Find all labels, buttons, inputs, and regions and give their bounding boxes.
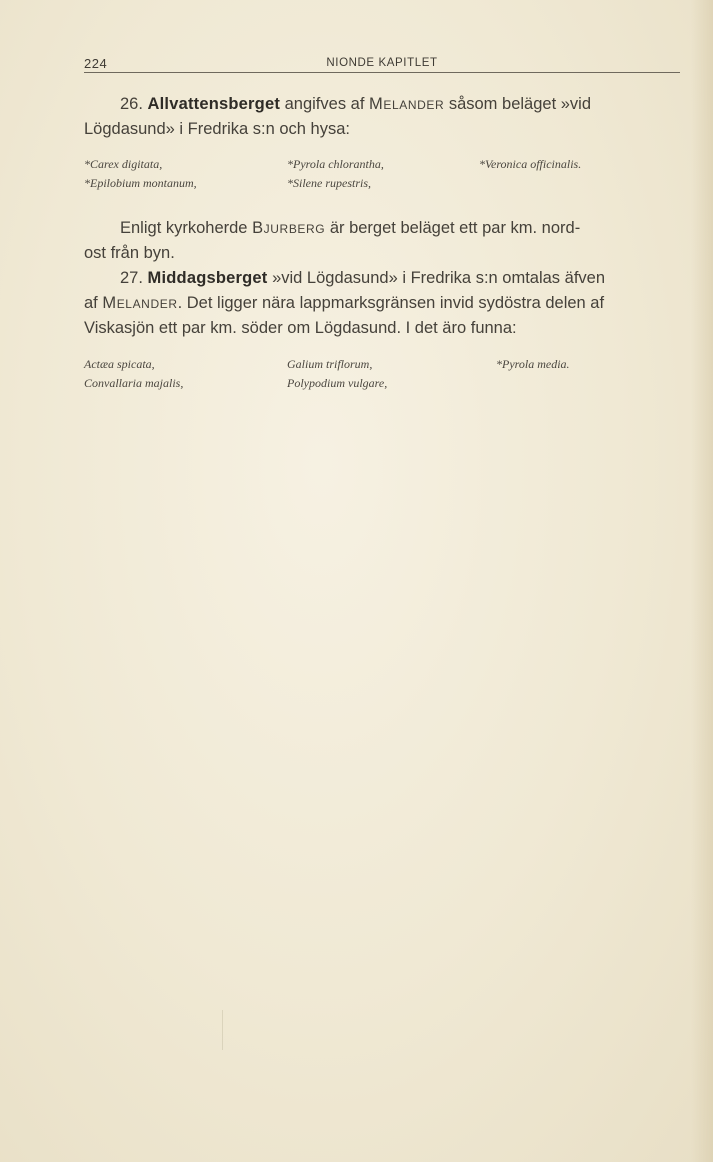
species-list-26 xyxy=(84,155,681,195)
paragraph-line xyxy=(84,291,681,316)
species-entry: Convallaria majalis, xyxy=(84,376,184,390)
species-entry: Actæa spicata, xyxy=(84,357,155,371)
paragraph-line xyxy=(84,92,681,117)
paragraph-line xyxy=(84,216,681,241)
text-run: såsom beläget »vid xyxy=(444,95,592,113)
page-edge-shadow xyxy=(691,0,713,1162)
author-name: Melander xyxy=(102,294,178,312)
species-column xyxy=(479,155,581,174)
person-name: Bjurberg xyxy=(252,219,326,237)
paragraph-line: Viskasjön ett par km. söder om Lögdasund. I det äro funna: xyxy=(84,319,517,337)
text-run: angifves af xyxy=(280,95,370,113)
text-run: af xyxy=(84,294,103,312)
chapter-title: NIONDE KAPITLET xyxy=(326,57,438,69)
species-column xyxy=(84,155,197,193)
section-number: 27. xyxy=(120,269,143,287)
species-entry: *Pyrola chlorantha, xyxy=(287,157,384,171)
section-number: 26. xyxy=(120,95,143,113)
paragraph-line: Lögdasund» i Fredrika s:n och hysa: xyxy=(84,120,350,138)
header-rule xyxy=(84,72,680,73)
species-entry: Polypodium vulgare, xyxy=(287,376,388,390)
species-column xyxy=(496,355,570,374)
author-name: Melander xyxy=(369,95,445,113)
species-entry: *Veronica officinalis. xyxy=(479,157,582,171)
text-run: är berget beläget ett par km. nord- xyxy=(325,219,581,237)
species-column xyxy=(287,155,384,193)
species-entry: *Carex digitata, xyxy=(84,157,163,171)
paper-mark xyxy=(222,1010,223,1050)
text-run: Enligt kyrkoherde xyxy=(120,219,253,237)
species-entry: *Pyrola media. xyxy=(496,357,570,371)
species-column xyxy=(84,355,183,393)
species-entry: *Epilobium montanum, xyxy=(84,176,197,190)
paragraph-line xyxy=(84,266,681,291)
page-number: 224 xyxy=(84,56,108,71)
site-name: Middagsberget xyxy=(147,269,268,287)
paragraph-section-26 xyxy=(84,92,681,142)
text-run: . Det ligger nära lappmarksgränsen invid sydöstra delen af xyxy=(177,294,605,312)
species-entry: *Silene rupestris, xyxy=(287,176,371,190)
species-list-27 xyxy=(84,355,681,395)
site-name: Allvattensberget xyxy=(147,95,281,113)
paragraph-line: ost från byn. xyxy=(84,244,175,262)
species-column xyxy=(287,355,387,393)
paragraph-bjurberg xyxy=(84,216,681,266)
running-header xyxy=(84,56,680,72)
species-entry: Galium triflorum, xyxy=(287,357,373,371)
paragraph-section-27 xyxy=(84,266,681,341)
text-run: »vid Lögdasund» i Fredrika s:n omtalas äfven xyxy=(267,269,606,287)
